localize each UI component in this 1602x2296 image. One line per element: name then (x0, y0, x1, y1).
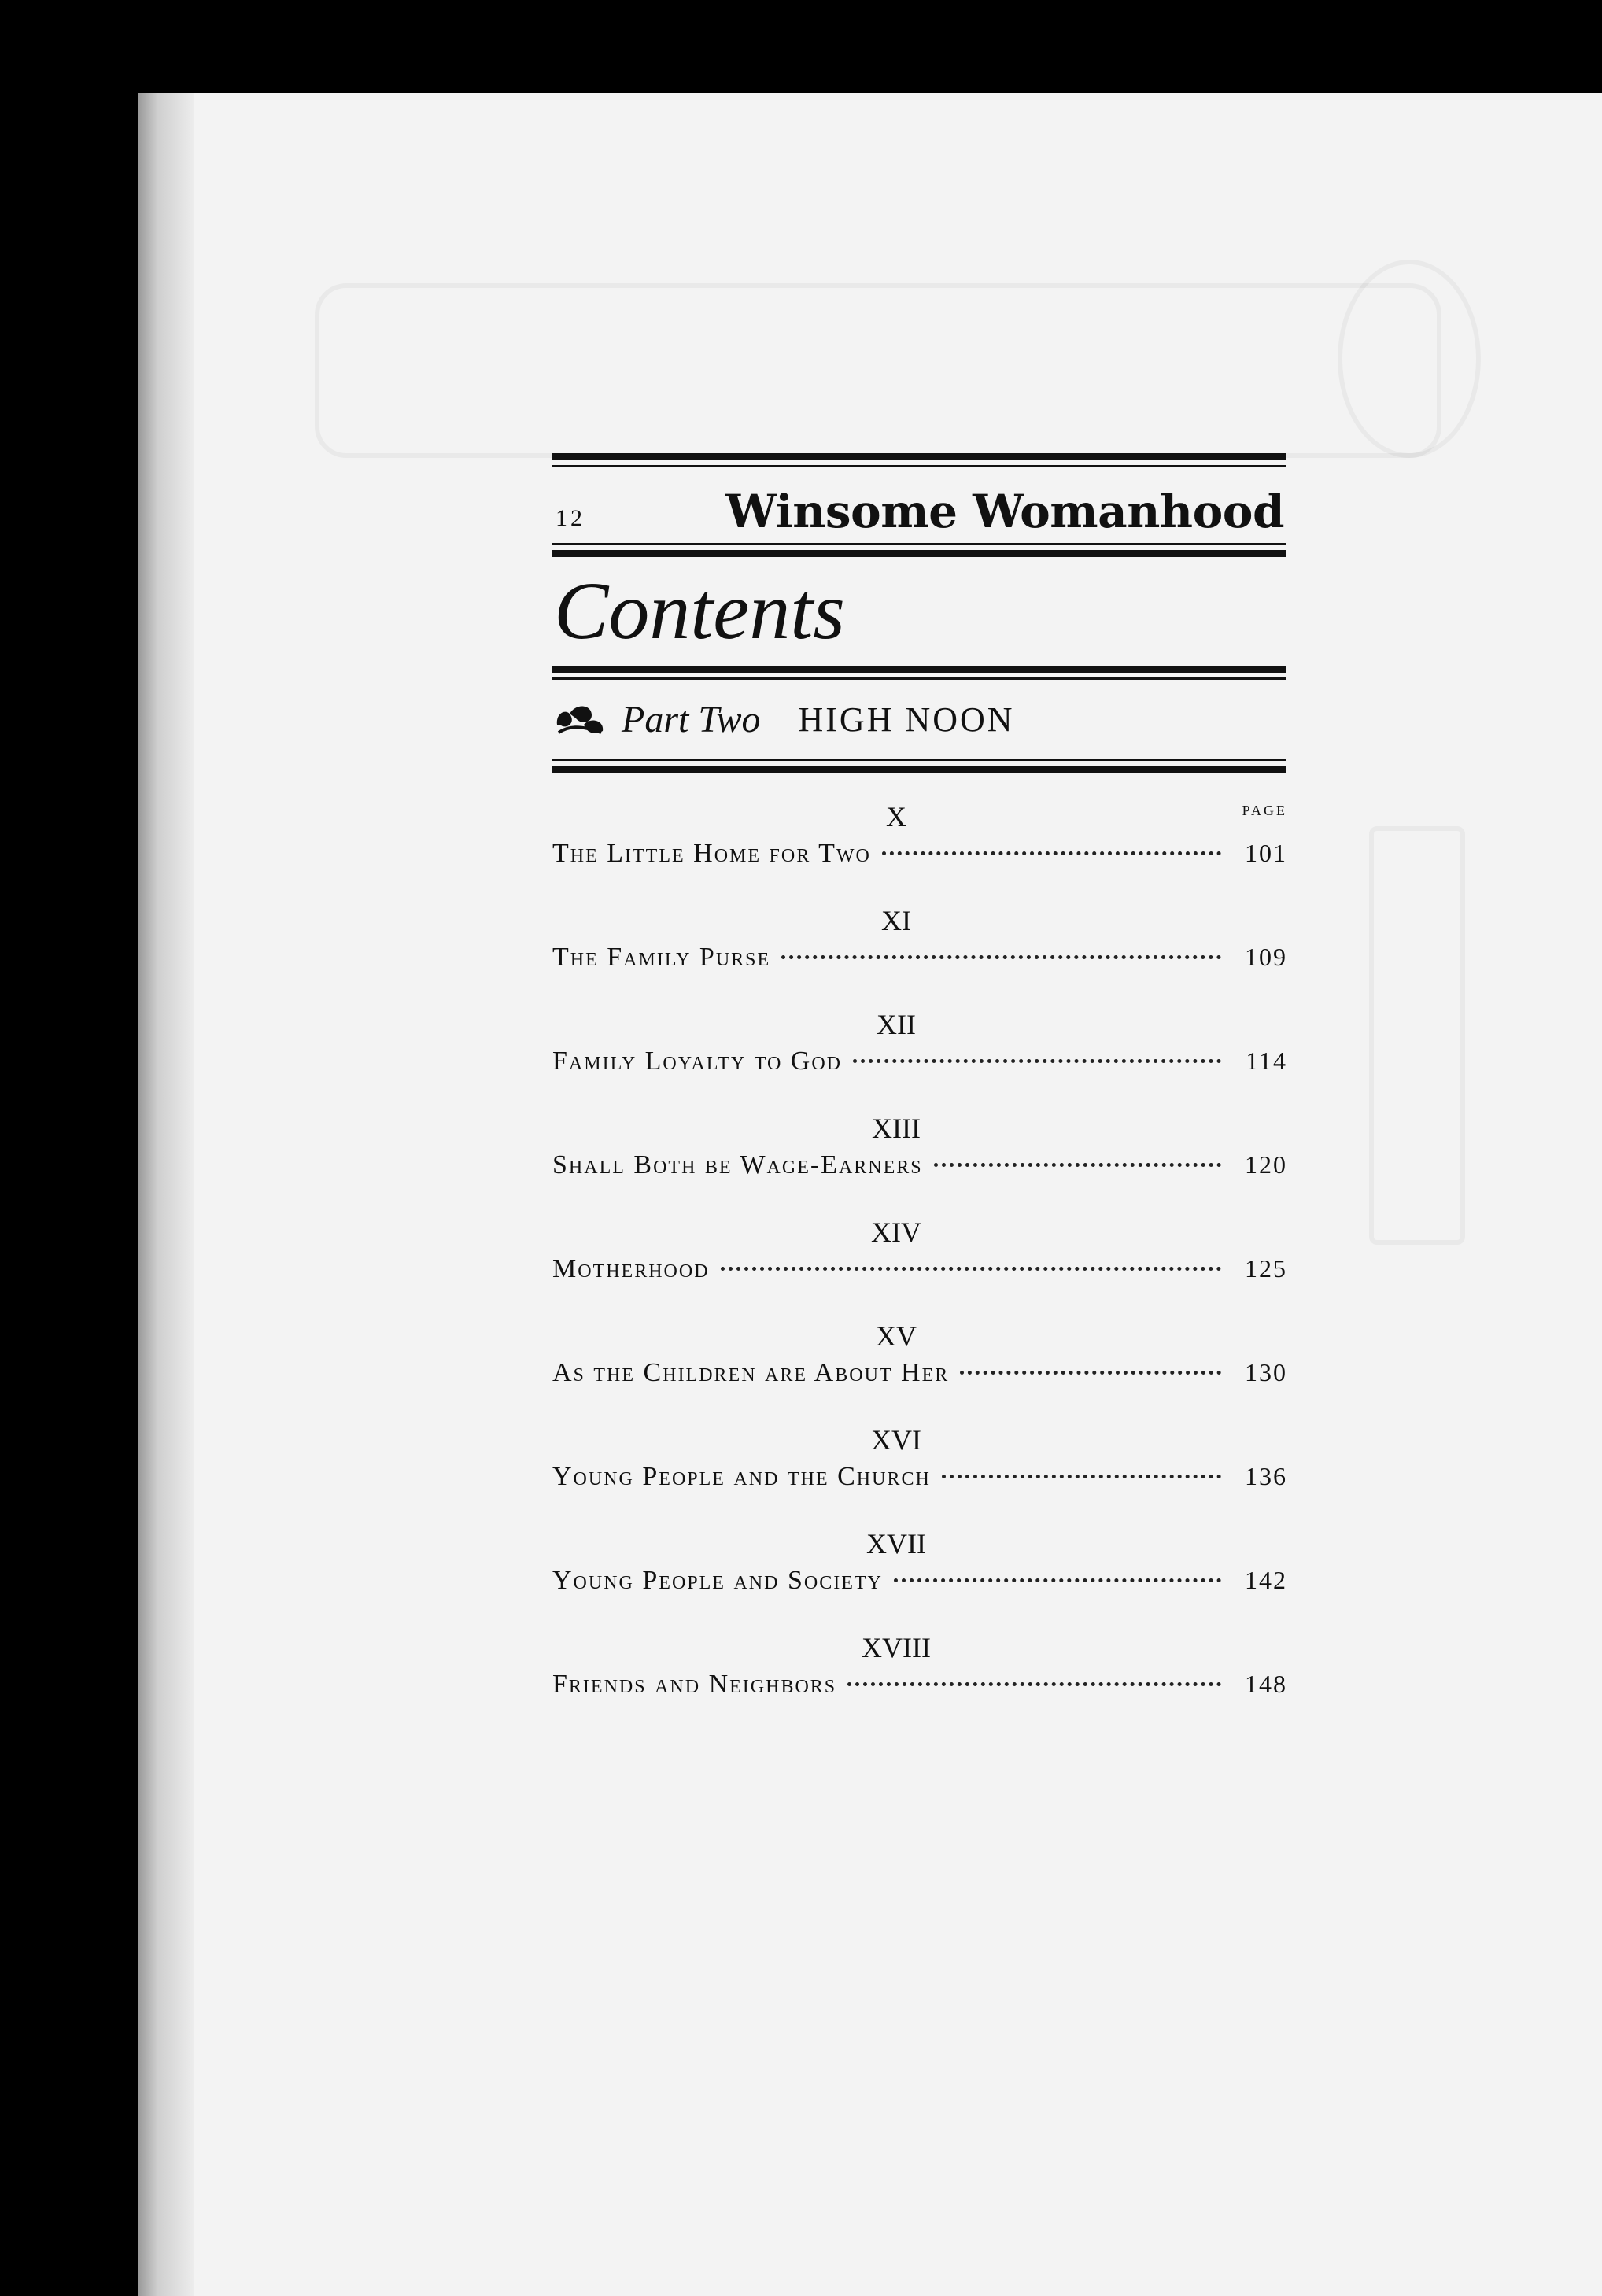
toc-entry (552, 943, 1287, 990)
chapter-numeral: XI (881, 905, 911, 936)
toc-entry (552, 1046, 1287, 1094)
toc-chapter (552, 899, 1287, 1002)
dot-leader (781, 955, 1221, 959)
toc-chapter (552, 1314, 1287, 1418)
contents-heading: Contents (554, 566, 845, 656)
part-name: HIGH NOON (798, 700, 1015, 739)
chapter-numeral: XIII (872, 1113, 921, 1144)
show-through-frame (315, 283, 1441, 458)
chapter-numeral: XIV (871, 1216, 921, 1248)
chapter-numeral: XVII (866, 1528, 926, 1560)
toc-entry (552, 1566, 1287, 1613)
chapter-page: 148 (1245, 1670, 1287, 1698)
toc-chapter (552, 1002, 1287, 1106)
page-column-header: PAGE (1242, 803, 1287, 818)
chapter-title: As the Children are About Her (552, 1358, 950, 1387)
dot-leader (847, 1682, 1221, 1686)
leaf-ornament-icon (552, 701, 607, 737)
chapter-page: 101 (1245, 839, 1287, 867)
part-heading (552, 680, 1287, 759)
chapter-numeral: X (886, 801, 906, 832)
chapter-numeral: XV (876, 1320, 917, 1352)
running-title: Winsome Womanhood (725, 485, 1284, 538)
dot-leader (853, 1059, 1221, 1063)
toc-chapter (552, 1106, 1287, 1210)
chapter-title: The Little Home for Two (552, 839, 871, 868)
toc-entry (552, 1670, 1287, 1717)
dot-leader (882, 851, 1221, 855)
chapter-title: Friends and Neighbors (552, 1670, 837, 1699)
chapter-title: Motherhood (552, 1254, 710, 1283)
chapter-page: 130 (1245, 1358, 1287, 1386)
part-label: Part Two (622, 698, 761, 740)
toc-entry (552, 839, 1287, 886)
page-number: 12 (556, 505, 585, 531)
toc-entry (552, 1358, 1287, 1405)
contents-rule (552, 666, 1286, 680)
toc-chapter (552, 1626, 1287, 1729)
toc-chapter (552, 1522, 1287, 1626)
contents-page (552, 453, 1287, 1729)
toc-chapter (552, 1210, 1287, 1314)
running-header (552, 467, 1287, 543)
chapter-title: Young People and the Church (552, 1462, 931, 1491)
table-of-contents (552, 795, 1287, 1729)
dot-leader (942, 1475, 1221, 1478)
dot-leader (894, 1578, 1221, 1582)
dot-leader (934, 1163, 1221, 1167)
chapter-page: 120 (1245, 1150, 1287, 1179)
chapter-title: The Family Purse (552, 943, 771, 972)
chapter-title: Shall Both be Wage-Earners (552, 1150, 923, 1179)
chapter-page: 125 (1245, 1254, 1287, 1283)
toc-chapter (552, 1418, 1287, 1522)
show-through-column (1369, 826, 1465, 1245)
header-top-rule (552, 453, 1286, 467)
chapter-title: Family Loyalty to God (552, 1046, 842, 1076)
chapter-title: Young People and Society (552, 1566, 883, 1595)
chapter-page: 142 (1245, 1566, 1287, 1594)
toc-entry (552, 1254, 1287, 1301)
chapter-page: 114 (1246, 1046, 1287, 1075)
toc-entry (552, 1462, 1287, 1509)
chapter-page: 109 (1245, 943, 1287, 971)
toc-entry (552, 1150, 1287, 1198)
dot-leader (960, 1371, 1221, 1375)
dot-leader (721, 1267, 1221, 1271)
chapter-numeral: XII (877, 1009, 916, 1040)
book-spine (138, 93, 194, 2296)
part-rule (552, 759, 1286, 773)
chapter-numeral: XVIII (862, 1632, 931, 1663)
show-through-medallion (1338, 260, 1481, 458)
chapter-numeral: XVI (871, 1424, 921, 1456)
header-bottom-rule (552, 543, 1286, 557)
toc-chapter (552, 795, 1287, 899)
chapter-page: 136 (1245, 1462, 1287, 1490)
